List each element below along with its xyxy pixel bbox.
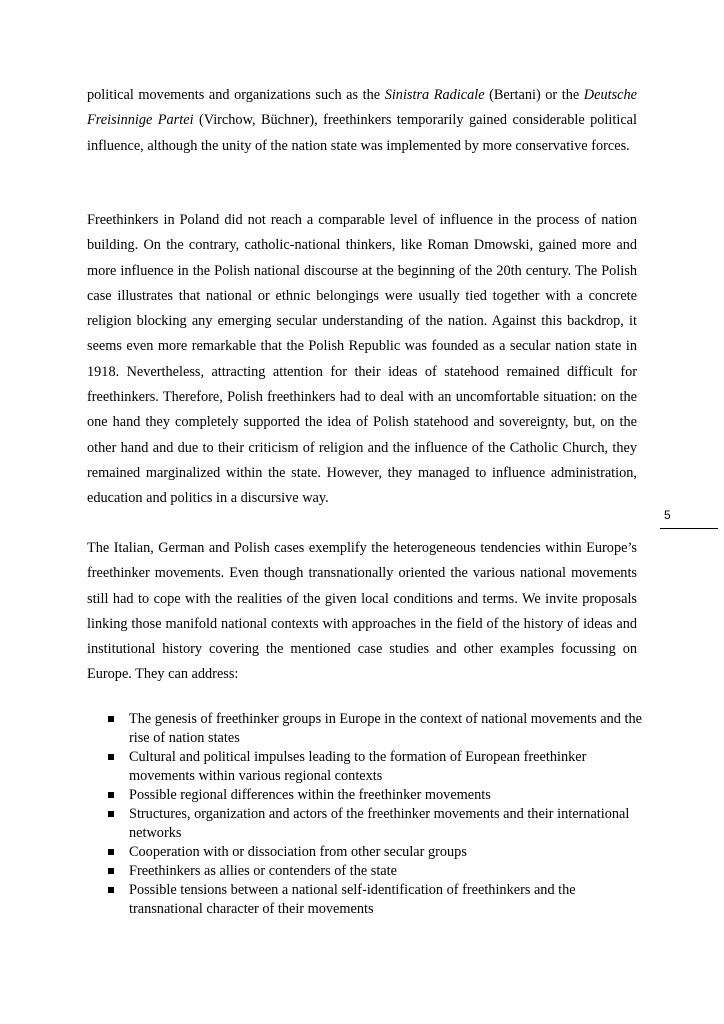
para1-italic-deutsche: Deutsche Freisinnige Partei [87,87,637,129]
paragraph-italian-german [87,83,637,159]
para1-text-3: (Virchow, Büchner), freethinkers temporarily gained considerable political influence, although the unity of the nation state was implemented by more conservative forces. [87,112,637,154]
list-item-text: Possible regional differences within the freethinker movements [129,787,491,803]
page-number: 5 [664,508,671,522]
list-item-text: Possible tensions between a national self-identification of freethinkers and the transnational character of their movements [129,882,576,917]
page-number-rule [660,528,718,529]
square-bullet-icon [108,716,114,722]
list-item [87,805,647,843]
list-item [87,862,647,881]
list-item [87,843,647,862]
list-item-text: Cooperation with or dissociation from other secular groups [129,844,467,860]
list-item [87,881,647,919]
list-item-text: Structures, organization and actors of the freethinker movements and their international networks [129,806,630,841]
list-item [87,786,647,805]
list-item-text: The genesis of freethinker groups in Europe in the context of national movements and the rise of nation states [129,711,642,746]
paragraph-poland: Freethinkers in Poland did not reach a comparable level of influence in the process of nation building. On the contrary, catholic-national thinkers, like Roman Dmowski, gained more and more influence in the Polish national discourse at the beginning of the 20th century. The Polish case illustrates that national or ethnic belongings were usually tied together with a concrete religion blocking any emerging secular understanding of the nation. Against this backdrop, it seems even more remarkable that the Polish Republic was founded as a secular nation state in 1918. Nevertheless, attracting attention for their ideas of statehood remained difficult for freethinkers. Therefore, Polish freethinkers had to deal with an uncomfortable situation: on the one hand they completely supported the idea of Polish statehood and sovereignty, but, on the other hand and due to their criticism of religion and the influence of the Catholic Church, they remained marginalized within the state. However, they managed to influence administration, education and politics in a discursive way. [87,212,637,507]
paragraph-call-for-proposals: The Italian, German and Polish cases exemplify the heterogeneous tendencies within Europe’s freethinker movements. Even though transnationally oriented the various national movements still had to cope with the realities of the given local conditions and terms. We invite proposals linking those manifold national contexts with approaches in the field of the history of ideas and institutional history covering the mentioned case studies and other examples focussing on Europe. They can address: [87,540,637,683]
para1-italic-sinistra: Sinistra Radicale [384,87,485,103]
list-item [87,748,647,786]
square-bullet-icon [108,849,114,855]
list-item-text: Freethinkers as allies or contenders of the state [129,863,397,879]
square-bullet-icon [108,868,114,874]
list-item [87,710,647,748]
para1-text-1: political movements and organizations such as the [87,87,385,103]
square-bullet-icon [108,887,114,893]
list-item-text: Cultural and political impulses leading to the formation of European freethinker movements within various regional contexts [129,749,587,784]
para1-text-2: (Bertani) or the [484,87,584,103]
topics-bullet-list [87,710,647,919]
square-bullet-icon [108,811,114,817]
square-bullet-icon [108,792,114,798]
square-bullet-icon [108,754,114,760]
